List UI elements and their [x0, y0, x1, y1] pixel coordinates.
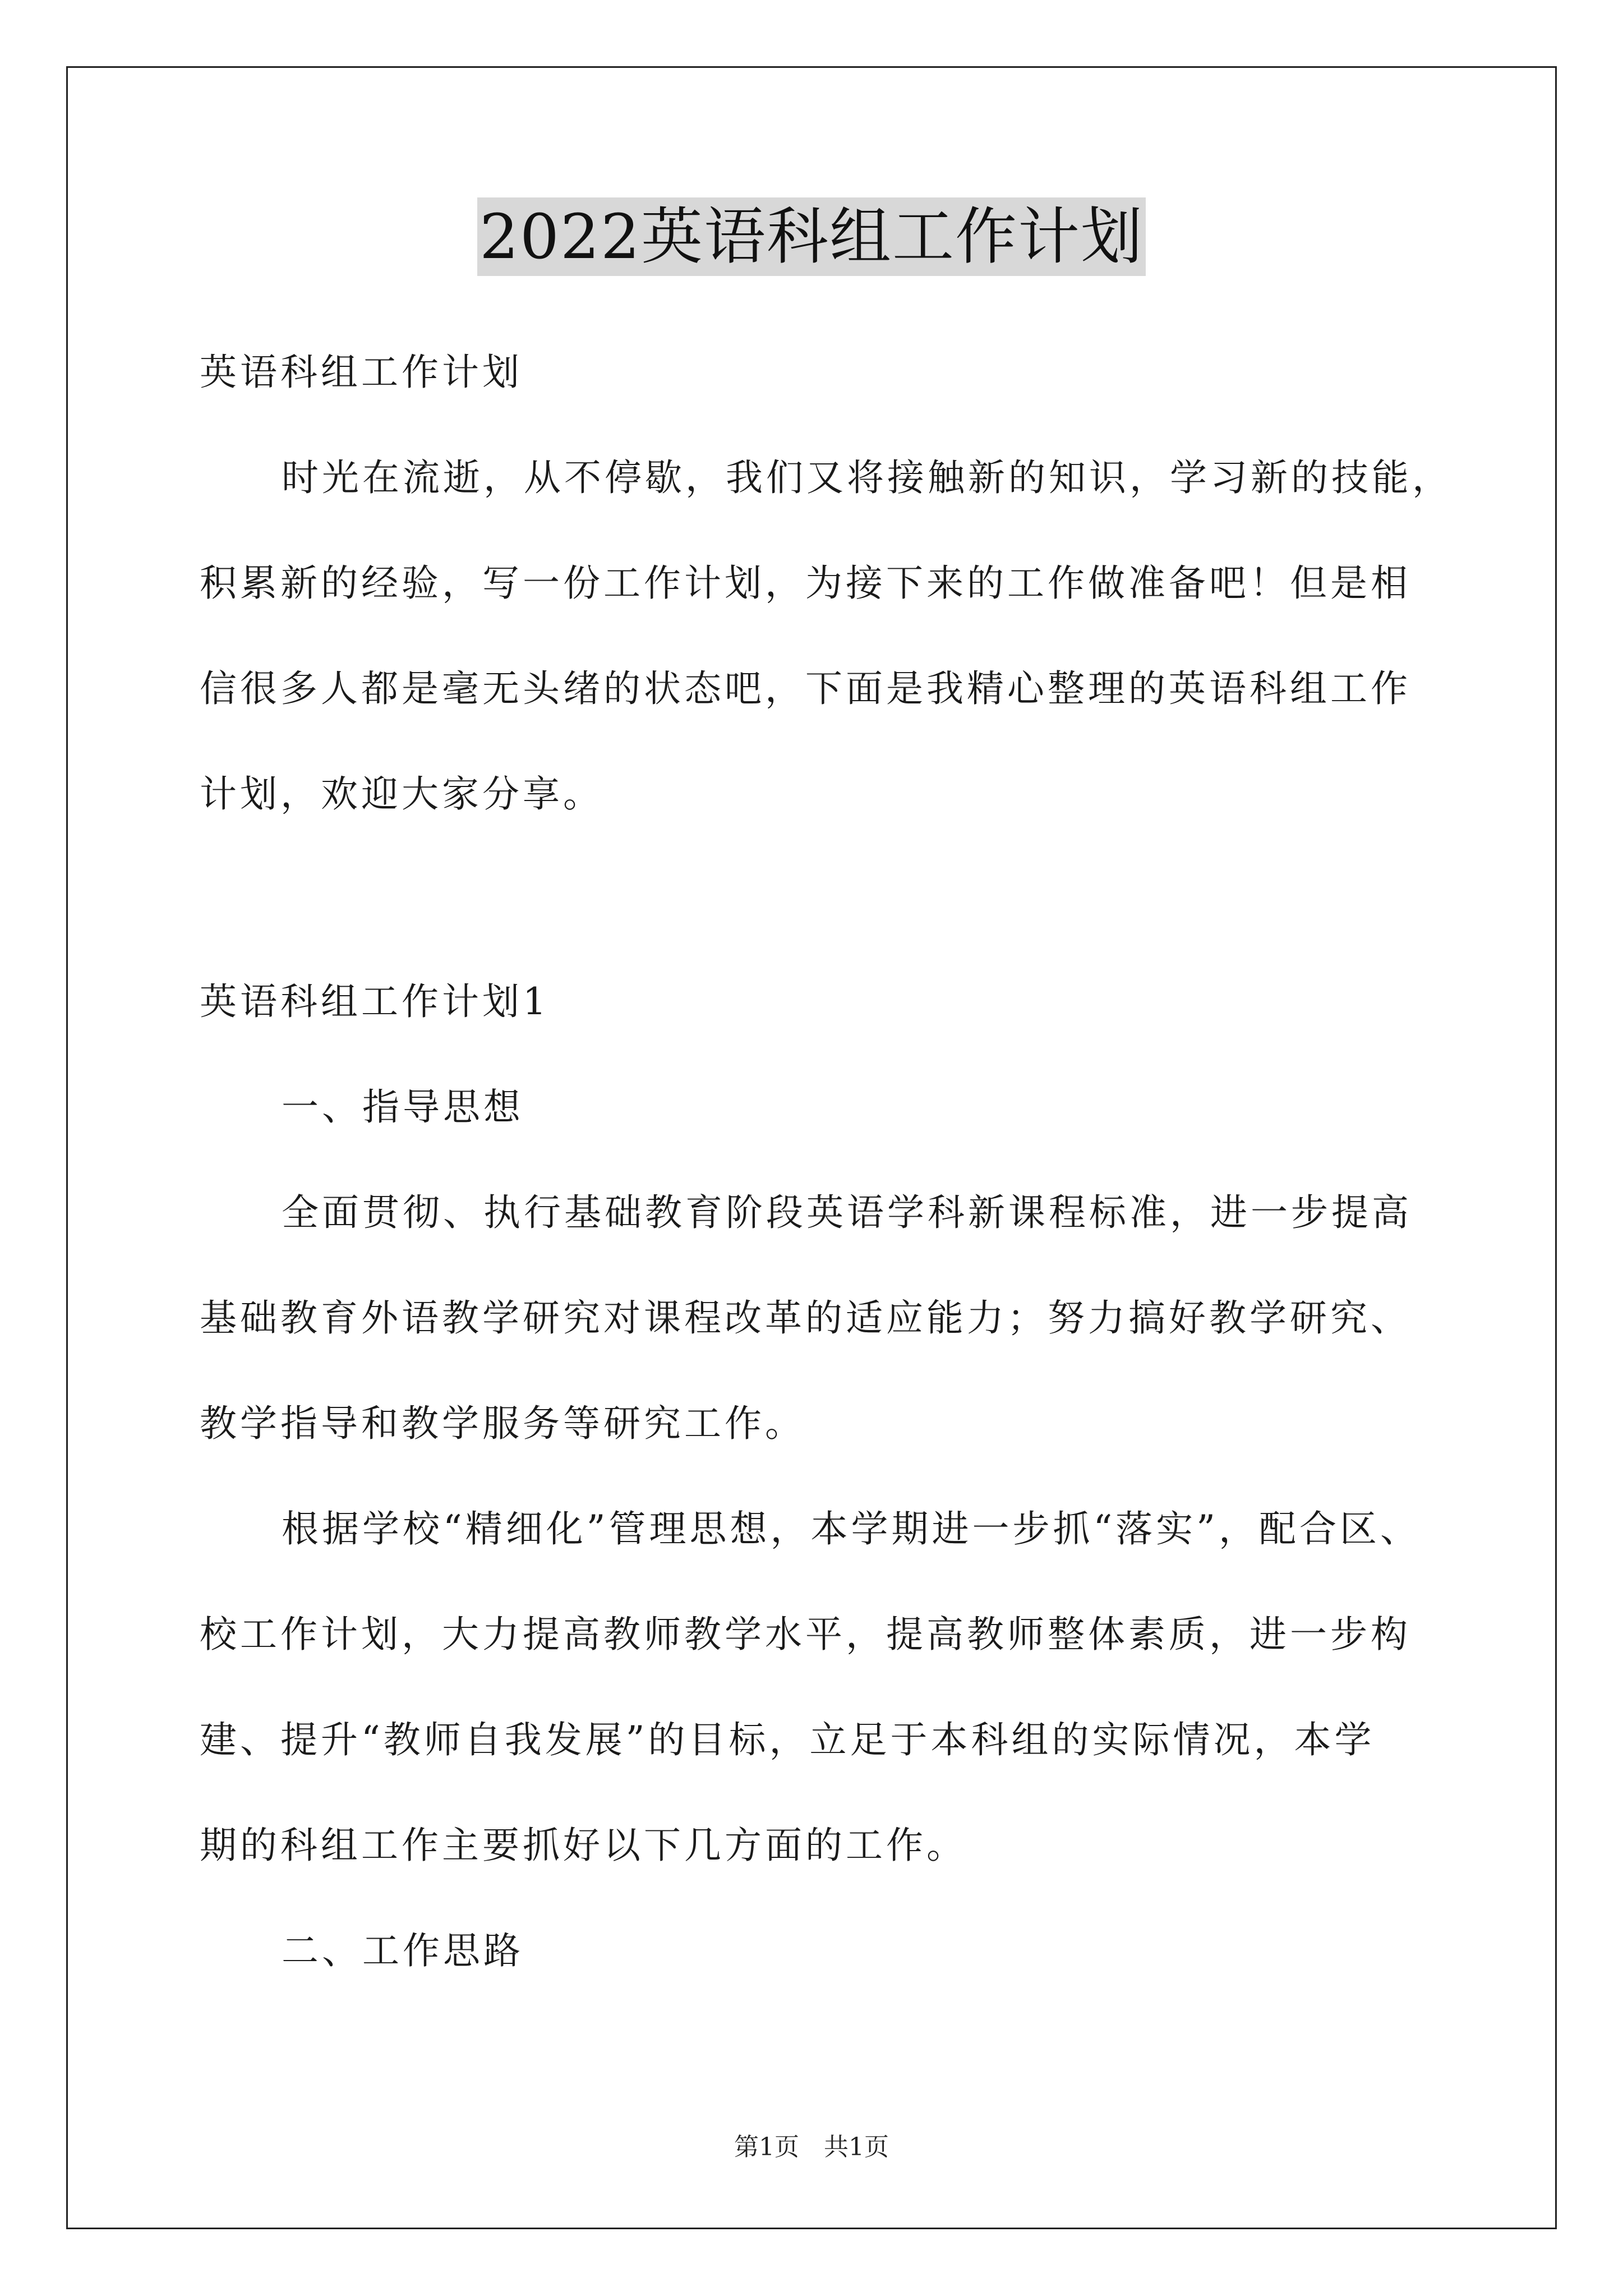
- page-number-footer: 第1页 共1页: [734, 2133, 889, 2161]
- para2-line-4: 期的科组工作主要抓好以下几方面的工作。: [200, 1824, 967, 1867]
- heading-work-ideas: 二、工作思路: [282, 1929, 524, 1972]
- section-title: 英语科组工作计划1: [200, 980, 550, 1023]
- para2-line-3: 建、提升“教师自我发展”的目标，立足于本科组的实际情况，本学: [200, 1718, 1375, 1761]
- para1-line-1: 全面贯彻、执行基础教育阶段英语学科新课程标准，进一步提高: [282, 1191, 1412, 1234]
- document-subtitle: 英语科组工作计划: [200, 351, 523, 394]
- para1-line-2: 基础教育外语教学研究对课程改革的适应能力；努力搞好教学研究、: [200, 1296, 1411, 1340]
- intro-line-1: 时光在流逝，从不停歇，我们又将接触新的知识，学习新的技能，: [282, 456, 1453, 499]
- heading-guiding-ideology: 一、指导思想: [282, 1085, 524, 1129]
- para2-line-2: 校工作计划，大力提高教师教学水平，提高教师整体素质，进一步构: [200, 1613, 1411, 1656]
- para1-line-3: 教学指导和教学服务等研究工作。: [200, 1402, 805, 1445]
- intro-line-4: 计划，欢迎大家分享。: [200, 772, 603, 816]
- intro-line-3: 信很多人都是毫无头绪的状态吧，下面是我精心整理的英语科组工作: [200, 667, 1411, 710]
- para2-line-1: 根据学校“精细化”管理思想，本学期进一步抓“落实”，配合区、: [282, 1507, 1421, 1550]
- title-container: [0, 197, 1623, 276]
- document-title: 2022英语科组工作计划: [477, 197, 1146, 276]
- intro-line-2: 积累新的经验，写一份工作计划，为接下来的工作做准备吧！但是相: [200, 562, 1411, 605]
